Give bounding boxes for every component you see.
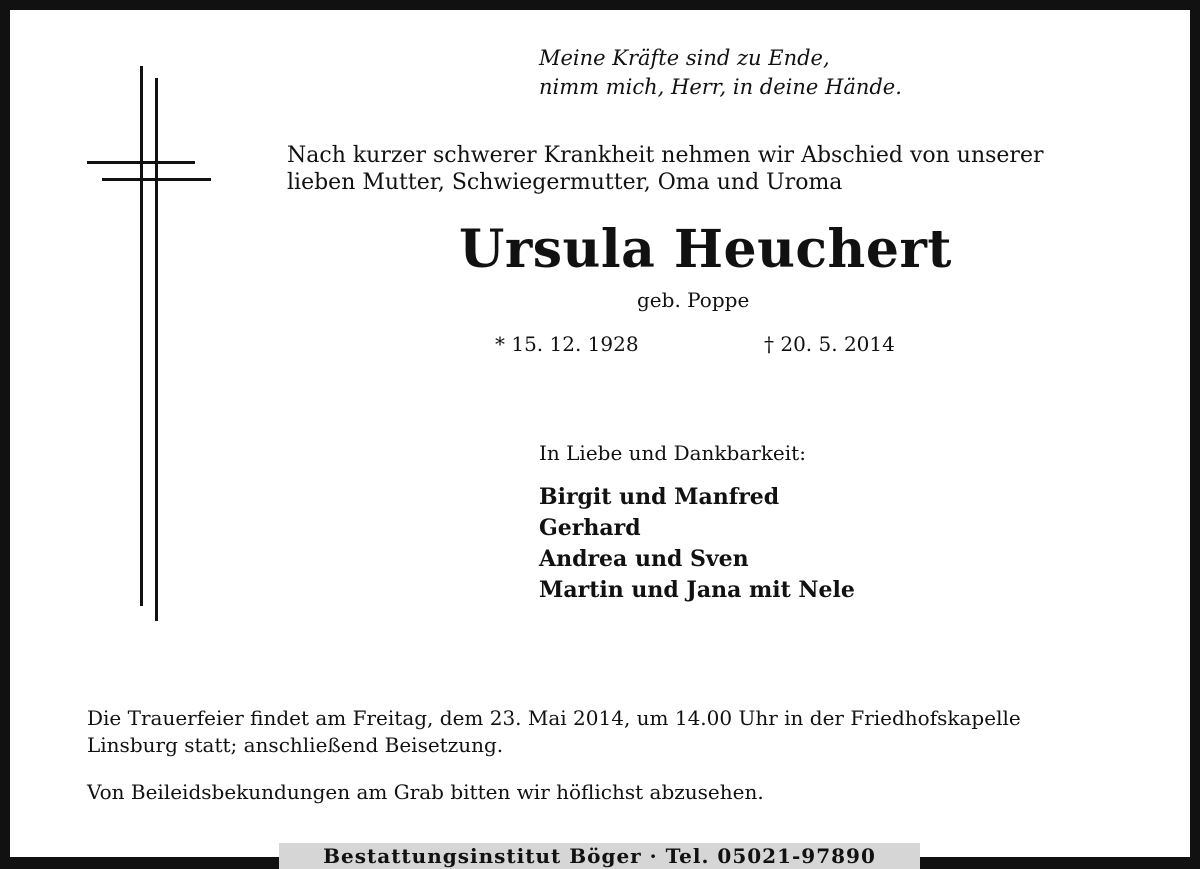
cross-icon — [80, 60, 220, 630]
mourner-name: Gerhard — [539, 515, 641, 541]
intro-text — [287, 142, 1044, 196]
mourners-list — [539, 482, 855, 606]
bible-verse — [539, 44, 902, 102]
mourners-heading: In Liebe und Dankbarkeit: — [539, 441, 806, 465]
ceremony-notice — [87, 705, 1021, 759]
verse-line: nimm mich, Herr, in deine Hände. — [539, 75, 902, 99]
intro-line: lieben Mutter, Schwiegermutter, Oma und Uroma — [287, 170, 843, 195]
death-date: † 20. 5. 2014 — [764, 332, 895, 356]
deceased-name: Ursula Heuchert — [459, 219, 952, 280]
verse-line: Meine Kräfte sind zu Ende, — [539, 46, 830, 70]
ceremony-line: Linsburg statt; anschließend Beisetzung. — [87, 733, 504, 757]
mourner-name: Martin und Jana mit Nele — [539, 577, 855, 603]
birth-date: * 15. 12. 1928 — [495, 332, 639, 356]
funeral-home-footer: Bestattungsinstitut Böger · Tel. 05021-97890 — [279, 843, 920, 869]
ceremony-line: Die Trauerfeier findet am Freitag, dem 23. Mai 2014, um 14.00 Uhr in der Friedhofskapelle — [87, 706, 1021, 730]
mourner-name: Andrea und Sven — [539, 546, 749, 572]
intro-line: Nach kurzer schwerer Krankheit nehmen wir Abschied von unserer — [287, 143, 1044, 168]
maiden-name: geb. Poppe — [637, 288, 750, 312]
condolence-notice: Von Beileidsbekundungen am Grab bitten wir höflichst abzusehen. — [87, 780, 764, 804]
mourner-name: Birgit und Manfred — [539, 484, 780, 510]
